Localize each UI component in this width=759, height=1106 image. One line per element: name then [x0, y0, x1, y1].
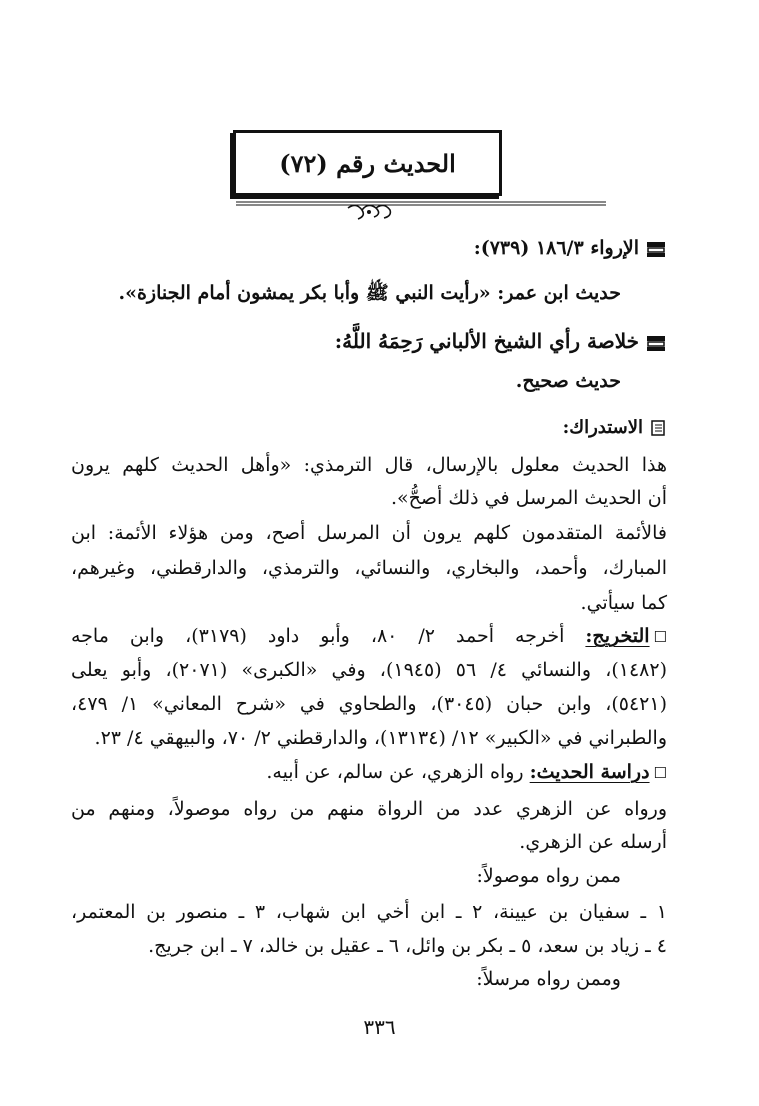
dirasa-line: ورواه عن الزهري عدد من الرواة منهم من رواه موصولاً، ومنهم من	[71, 798, 667, 820]
takhrij-line: (١٤٨٢)، والنسائي ٤/ ٥٦ (١٩٤٥)، وفي «الكبرى» (٢٠٧١)، وأبو يعلى	[71, 659, 667, 681]
dirasa-line: وممن رواه مرسلاً:	[476, 968, 621, 990]
square-bullet-icon: ☐	[653, 764, 667, 782]
dirasa-label: دراسة الحديث:	[529, 761, 650, 783]
dirasa-text: رواه الزهري، عن سالم، عن أبيه.	[266, 761, 524, 783]
irwa-reference	[474, 235, 667, 261]
istidrak-heading	[563, 415, 667, 441]
title-frame	[229, 124, 502, 202]
dirasa-line: ٤ ـ زياد بن سعد، ٥ ـ بكر بن وائل، ٦ ـ عقيل بن خالد، ٧ ـ ابن جريج.	[148, 935, 667, 957]
dirasa-first-line	[266, 759, 667, 786]
page-number: ٣٣٦	[363, 1015, 396, 1039]
book-stack-icon	[645, 240, 667, 258]
khulasa-verdict: حديث صحيح.	[515, 370, 621, 392]
title-box	[233, 130, 502, 196]
page-title: الحديث رقم (٧٢)	[279, 148, 456, 178]
dirasa-line: أرسله عن الزهري.	[519, 831, 667, 853]
takhrij-line: (٥٤٢١)، وابن حبان (٣٠٤٥)، والطحاوي في «شرح المعاني» ١/ ٤٧٩،	[71, 693, 667, 715]
notebook-icon	[649, 419, 667, 437]
irwa-label: الإرواء ١٨٦/٣ (٧٣٩):	[473, 237, 639, 259]
book-stack-icon	[645, 334, 667, 352]
hadith-text: حديث ابن عمر: «رأيت النبي ﷺ وأبا بكر يمشون أمام الجنازة».	[118, 282, 621, 304]
floral-divider-icon	[86, 196, 646, 220]
istidrak-line: كما سيأتي.	[580, 592, 667, 614]
istidrak-line: فالأئمة المتقدمون كلهم يرون أن المرسل أصح، ومن هؤلاء الأئمة: ابن	[71, 522, 667, 544]
istidrak-line: المبارك، وأحمد، والبخاري، والنسائي، والترمذي، والدارقطني، وغيرهم،	[71, 557, 667, 579]
istidrak-label: الاستدراك:	[562, 417, 643, 438]
takhrij-text: أخرجه أحمد ٢/ ٨٠، وأبو داود (٣١٧٩)، وابن ماجه	[71, 625, 565, 647]
dirasa-line: ممن رواه موصولاً:	[476, 865, 621, 887]
dirasa-line: ١ ـ سفيان بن عيينة، ٢ ـ ابن أخي ابن شهاب، ٣ ـ منصور بن المعتمر،	[71, 901, 668, 923]
istidrak-line: أن الحديث المرسل في ذلك أصحُّ».	[390, 487, 667, 509]
takhrij-first-line	[71, 623, 667, 650]
takhrij-label: التخريج:	[585, 625, 650, 647]
istidrak-line: هذا الحديث معلول بالإرسال، قال الترمذي: «وأهل الحديث كلهم يرون	[71, 454, 667, 476]
takhrij-line: والطبراني في «الكبير» ١٢/ (١٣١٣٤)، والدارقطني ٢/ ٧٠، والبيهقي ٤/ ٢٣.	[94, 727, 667, 749]
khulasa-label: خلاصة رأي الشيخ الألباني رَحِمَهُ اللَّهُ:	[334, 329, 639, 353]
square-bullet-icon: ☐	[653, 628, 667, 646]
khulasa-heading	[335, 328, 667, 354]
